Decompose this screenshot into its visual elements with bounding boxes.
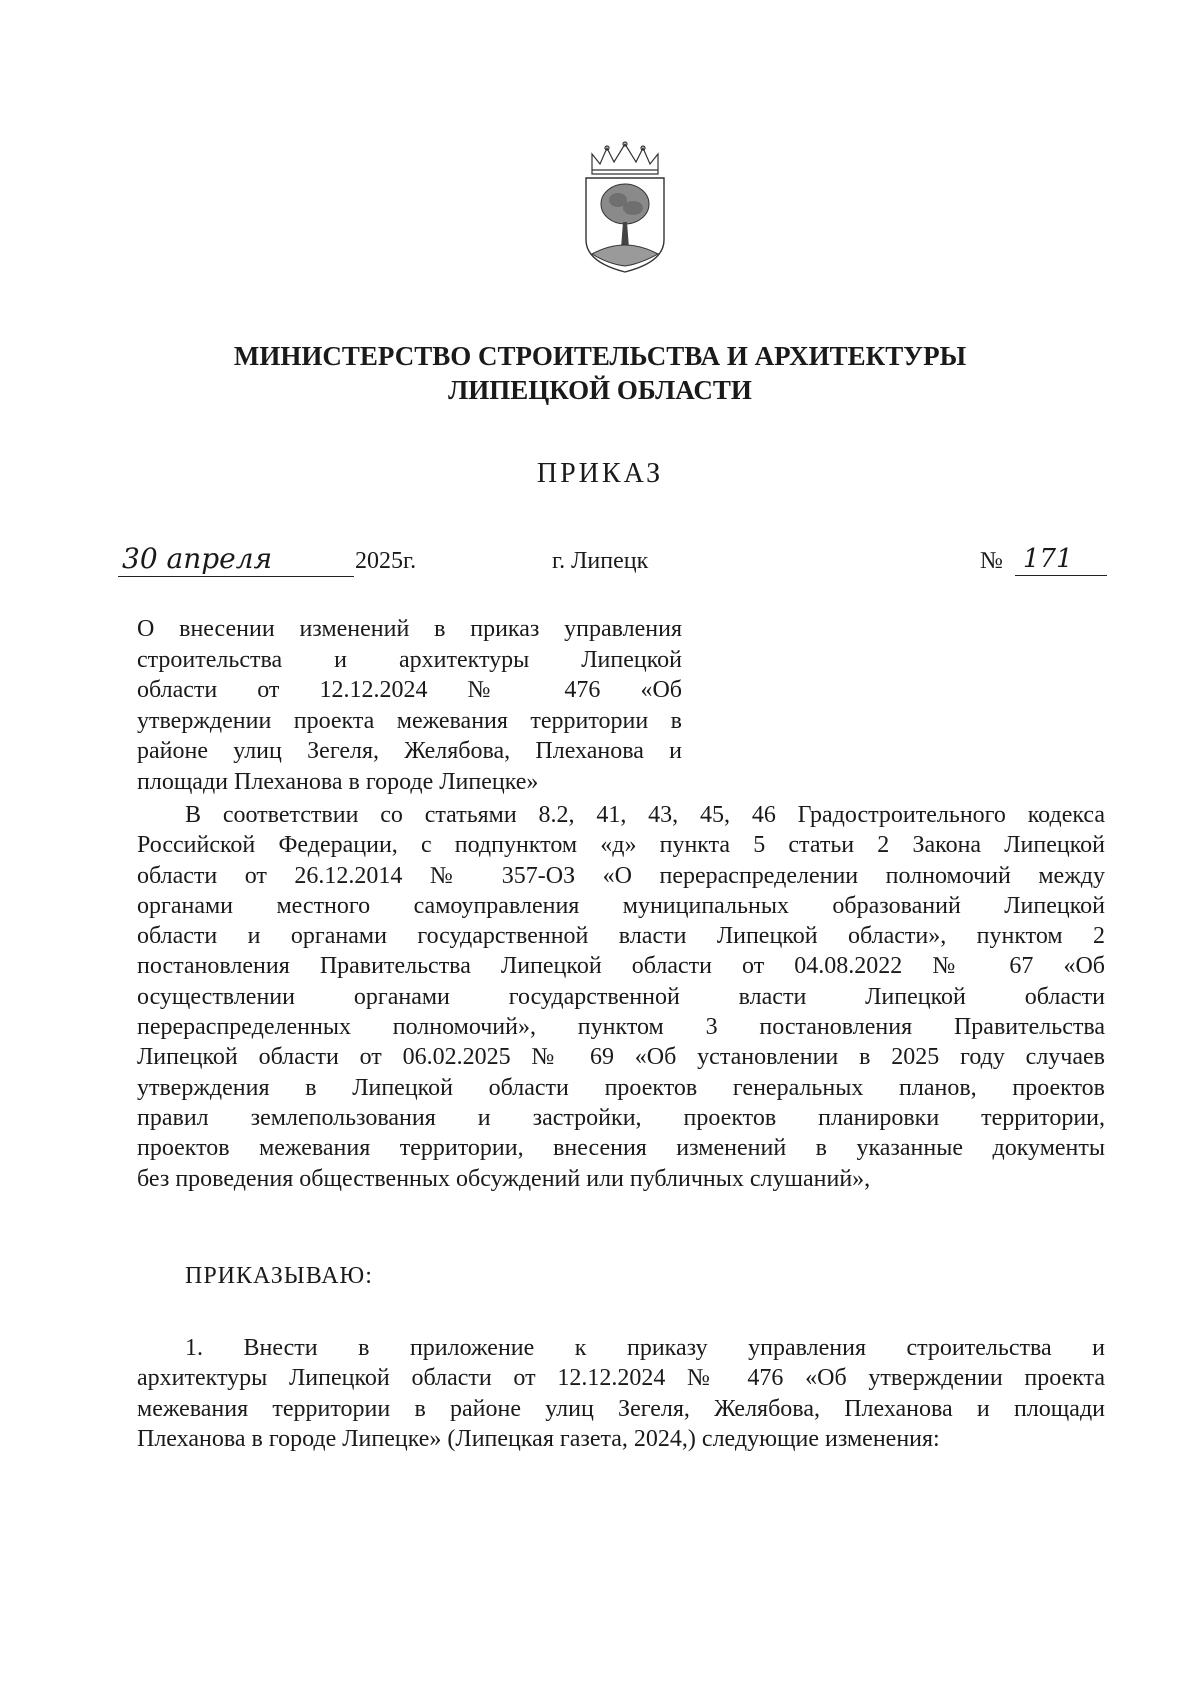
city: г. Липецк [552,548,649,574]
handwritten-number: 171 [1015,542,1107,576]
preamble-line: Липецкой области от 06.02.2025 № 69 «Об установлении в 2025 году случаев [137,1044,1105,1071]
item-1-line: межевания территории в районе улиц Зегеля, Желябова, Плеханова и площади [137,1395,1105,1422]
year: 2025г. [355,548,417,574]
preamble-line: проектов межевания территории, внесения изменений в указанные документы [137,1135,1105,1162]
preamble-line: без проведения общественных обсуждений или публичных слушаний», [137,1165,871,1192]
preamble-paragraph [137,800,1105,1194]
ministry-name-line2: ЛИПЕЦКОЙ ОБЛАСТИ [448,375,752,405]
subject-block [137,614,682,797]
preamble-line: утверждения в Липецкой области проектов генеральных планов, проектов [137,1074,1105,1101]
subject-line: О внесении изменений в приказ управления [137,616,682,642]
preamble-line: области и органами государственной власти Липецкой области», пунктом 2 [137,923,1105,950]
handwritten-date: 30 апреля [118,542,354,577]
item-1-paragraph [137,1333,1105,1454]
document-type: ПРИКАЗ [536,458,664,489]
subject-line: районе улиц Зегеля, Желябова, Плеханова и [137,738,682,764]
item-1-line: 1. Внести в приложение к приказу управления строительства и [185,1335,1105,1361]
coat-of-arms-icon [580,140,670,275]
preamble-line: правил землепользования и застройки, проектов планировки территории, [137,1104,1105,1131]
date-number-row [0,542,1200,588]
number-sign: № [980,548,1003,574]
subject-line: строительства и архитектуры Липецкой [137,646,682,673]
preamble-line: постановления Правительства Липецкой области от 04.08.2022 № 67 «Об [137,953,1105,980]
subject-line: утверждении проекта межевания территории в [137,707,682,734]
orders-word: ПРИКАЗЫВАЮ: [185,1263,373,1289]
preamble-line: органами местного самоуправления муниципальных образований Липецкой [137,892,1105,919]
subject-line: площади Плеханова в городе Липецке» [137,768,539,795]
preamble-line: осуществлении органами государственной власти Липецкой области [137,983,1105,1010]
item-1-line: Плеханова в городе Липецке» (Липецкая газета, 2024,) следующие изменения: [137,1425,940,1452]
preamble-line: Российской Федерации, с подпунктом «д» пункта 5 статьи 2 Закона Липецкой [137,832,1105,859]
item-1-line: архитектуры Липецкой области от 12.12.2024 № 476 «Об утверждении проекта [137,1365,1105,1392]
preamble-line: перераспределенных полномочий», пунктом 3 постановления Правительства [137,1014,1105,1041]
subject-line: области от 12.12.2024 № 476 «Об [137,677,682,703]
ministry-name-line1: МИНИСТЕРСТВО СТРОИТЕЛЬСТВА И АРХИТЕКТУРЫ [233,341,967,371]
preamble-line: В соответствии со статьями 8.2, 41, 43, 45, 46 Градостроительного кодекса [185,802,1105,828]
preamble-line: области от 26.12.2014 № 357-ОЗ «О перераспределении полномочий между [137,862,1105,889]
